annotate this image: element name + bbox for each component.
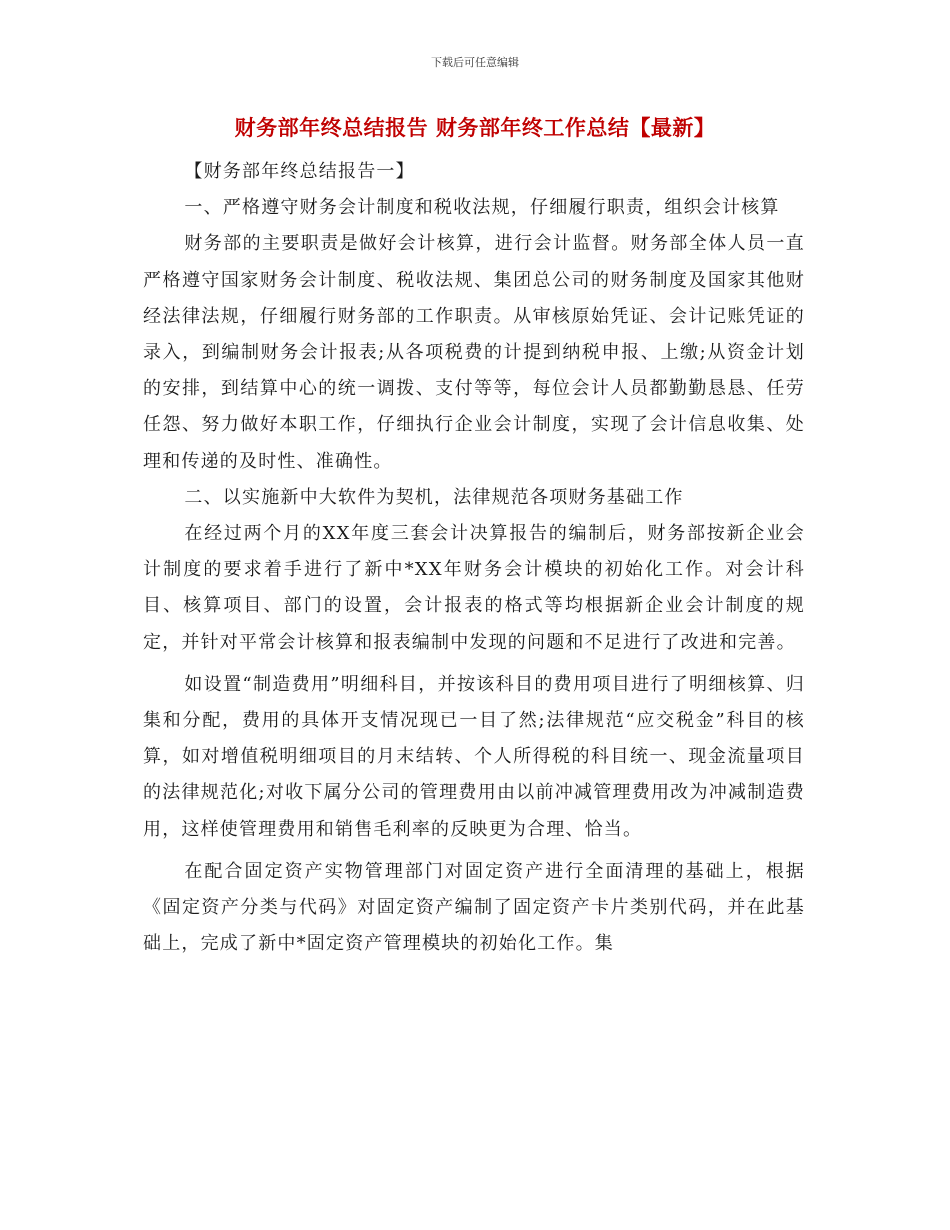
paragraph-heading-2: 二、以实施新中大软件为契机，法律规范各项财务基础工作 <box>184 486 684 508</box>
section-heading: 【财务部年终总结报告一】 <box>184 161 415 182</box>
document-title: 财务部年终总结报告 财务部年终工作总结【最新】 <box>234 116 716 140</box>
paragraph: 在经过两个月的XX年度三套会计决算报告的编制后，财务部按新企业会计制度的要求着手进行了新中*XX年财务会计模块的初始化工作。对会计科目、核算项目、部门的设置，会计报表的格式等均根据新企业会计制度的规定，并针对平常会计核算和报表编制中发现的问题和不足进行了改进和完善。 <box>143 523 805 653</box>
document-body <box>143 154 805 962</box>
paragraph-heading-1: 一、严格遵守财务会计制度和税收法规，仔细履行职责，组织会计核算 <box>184 197 780 219</box>
paragraph: 如设置“制造费用”明细科目，并按该科目的费用项目进行了明细核算、归集和分配，费用的具体开支情况现已一目了然;法律规范“应交税金”科目的核算，如对增值税明细项目的月末结转、个人所得税的科目统一、现金流量项目的法律规范化;对收下属分公司的管理费用由以前冲减管理费用改为冲减制造费用，这样使管理费用和销售毛利率的反映更为合理、恰当。 <box>143 673 805 840</box>
paragraph: 财务部的主要职责是做好会计核算，进行会计监督。财务部全体人员一直严格遵守国家财务会计制度、税收法规、集团总公司的财务制度及国家其他财经法律法规，仔细履行财务部的工作职责。从审核原始凭证、会计记账凭证的录入，到编制财务会计报表;从各项税费的计提到纳税申报、上缴;从资金计划的安排，到结算中心的统一调拨、支付等等，每位会计人员都勤勤恳恳、任劳任怨、努力做好本职工作，仔细执行企业会计制度，实现了会计信息收集、处理和传递的及时性、准确性。 <box>143 233 805 472</box>
header-note: 下载后可任意编辑 <box>431 56 519 69</box>
paragraph: 在配合固定资产实物管理部门对固定资产进行全面清理的基础上，根据《固定资产分类与代码》对固定资产编制了固定资产卡片类别代码，并在此基础上，完成了新中*固定资产管理模块的初始化工作。集 <box>143 860 805 955</box>
